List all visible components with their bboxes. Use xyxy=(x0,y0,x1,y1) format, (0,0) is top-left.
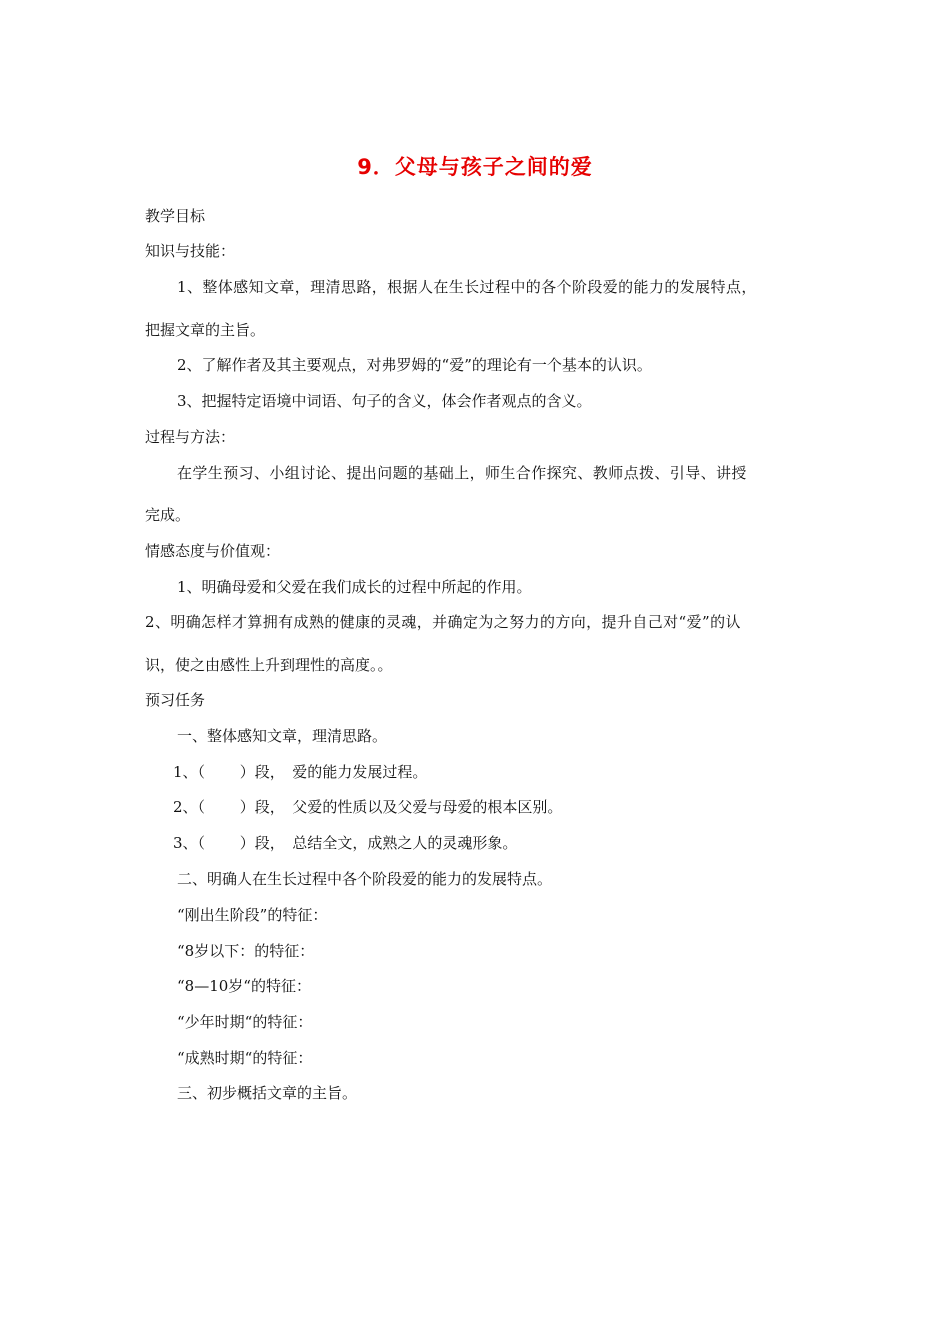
page-title: 9．父母与孩子之间的爱 xyxy=(357,155,593,179)
list-item: 1、（ ）段， 爱的能力发展过程。 xyxy=(173,763,428,781)
task-heading: 三、初步概括文章的主旨。 xyxy=(177,1084,358,1102)
task-heading: 二、明确人在生长过程中各个阶段爱的能力的发展特点。 xyxy=(177,870,553,888)
paragraph-line: 2、明确怎样才算拥有成熟的健康的灵魂，并确定为之努力的方向，提升自己对“爱”的认 xyxy=(145,613,741,631)
heading-emotion-values: 情感态度与价值观： xyxy=(145,542,281,560)
list-item: “刚出生阶段”的特征： xyxy=(177,906,328,924)
list-item: “少年时期“的特征： xyxy=(177,1013,313,1031)
heading-teaching-goals: 教学目标 xyxy=(145,207,206,225)
list-item: 3、（ ）段， 总结全文，成熟之人的灵魂形象。 xyxy=(173,834,518,852)
paragraph-line: 1、整体感知文章，理清思路，根据人在生长过程中的各个阶段爱的能力的发展特点， xyxy=(177,278,757,296)
list-item: “8岁以下：的特征： xyxy=(177,942,315,960)
heading-process-methods: 过程与方法： xyxy=(145,428,236,446)
paragraph-line: 3、把握特定语境中词语、句子的含义，体会作者观点的含义。 xyxy=(177,392,592,410)
heading-knowledge-skills: 知识与技能： xyxy=(145,242,236,260)
paragraph-line: 在学生预习、小组讨论、提出问题的基础上，师生合作探究、教师点拨、引导、讲授 xyxy=(177,464,747,482)
paragraph-line: 识，使之由感性上升到理性的高度。。 xyxy=(145,656,393,674)
task-heading: 一、整体感知文章，理清思路。 xyxy=(177,727,388,745)
paragraph-line: 完成。 xyxy=(145,506,191,524)
heading-preview-tasks: 预习任务 xyxy=(145,691,206,709)
paragraph-line: 1、明确母爱和父爱在我们成长的过程中所起的作用。 xyxy=(177,578,532,596)
paragraph-line: 2、了解作者及其主要观点，对弗罗姆的“爱”的理论有一个基本的认识。 xyxy=(177,356,652,374)
list-item: 2、（ ）段， 父爱的性质以及父爱与母爱的根本区别。 xyxy=(173,798,563,816)
list-item: “成熟时期“的特征： xyxy=(177,1049,313,1067)
list-item: “8—10岁“的特征： xyxy=(177,977,311,995)
paragraph-line: 把握文章的主旨。 xyxy=(145,321,266,339)
